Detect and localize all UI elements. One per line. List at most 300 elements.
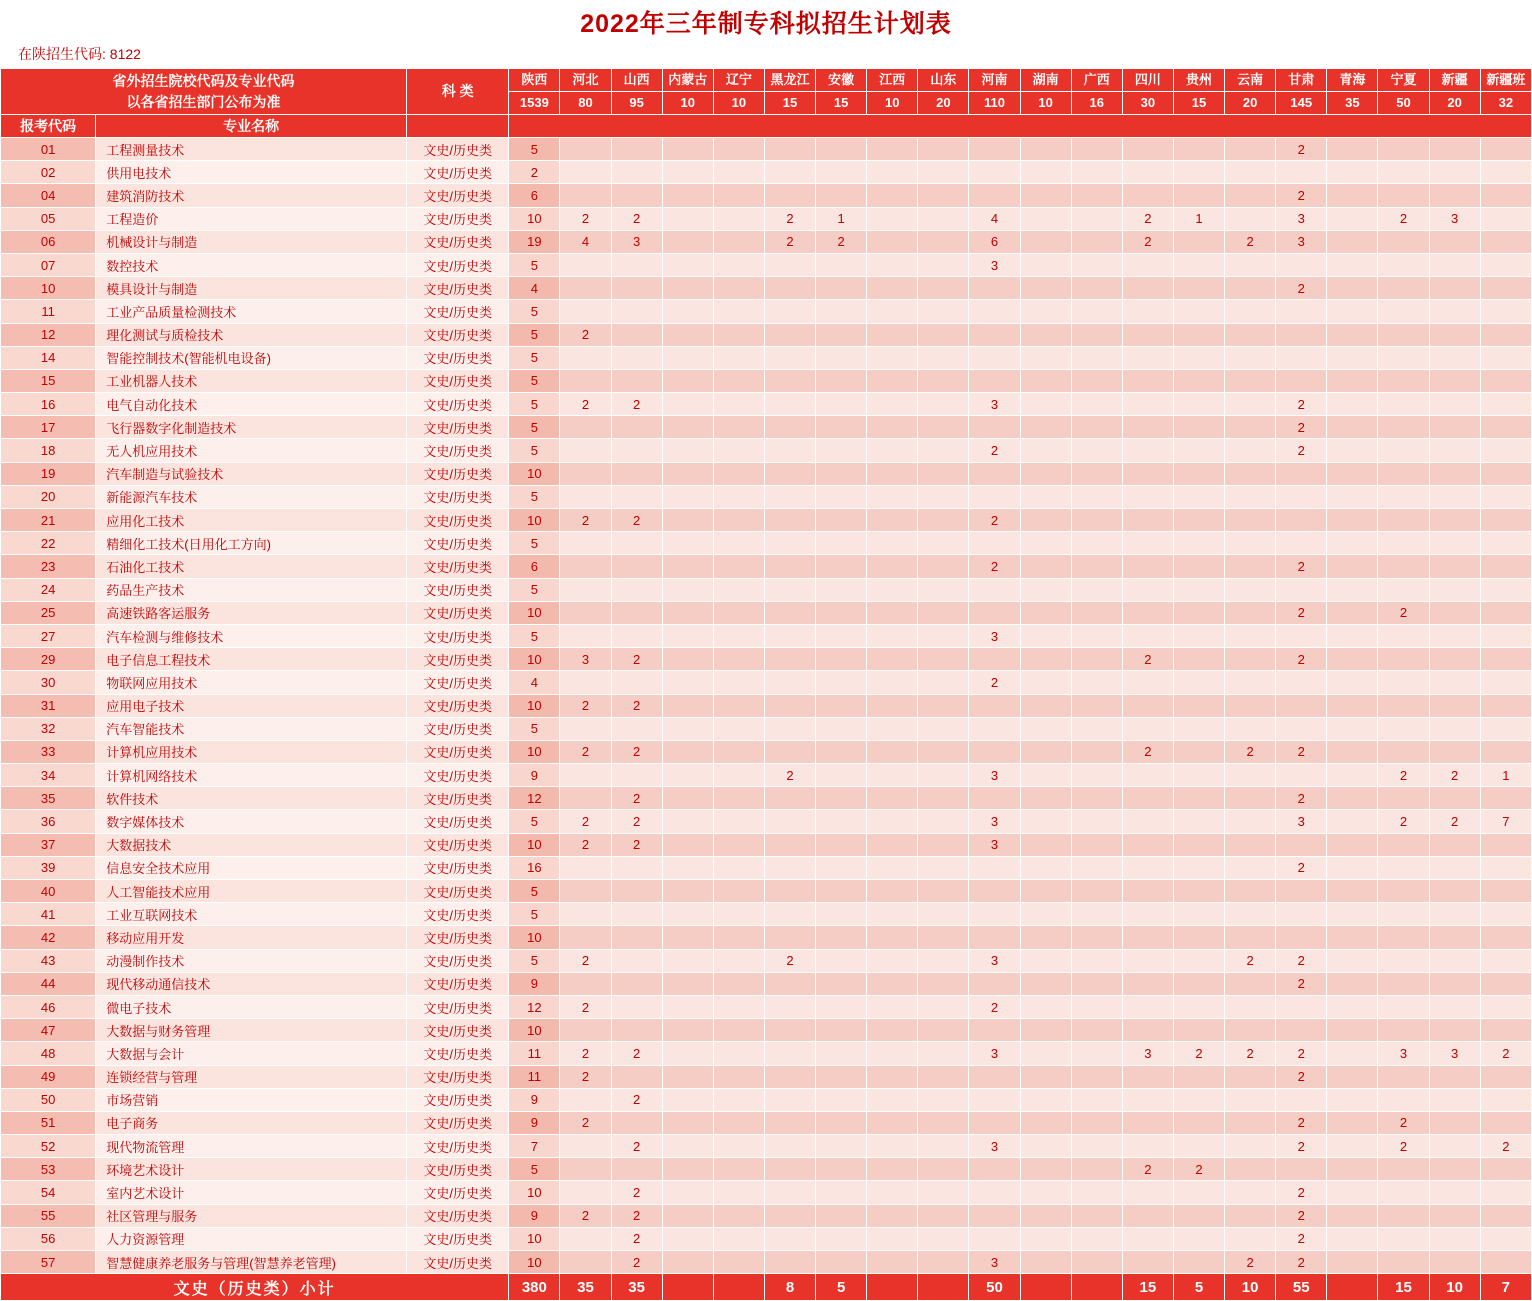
row-plan-value [560,601,611,624]
row-plan-value [560,972,611,995]
row-kelei: 文史/历史类 [407,1042,509,1065]
province-header: 江西 [867,69,918,92]
row-plan-value [1480,601,1531,624]
row-plan-value [1020,880,1071,903]
row-major-name: 大数据与会计 [96,1042,407,1065]
row-plan-value [867,485,918,508]
province-header: 内蒙古 [662,69,713,92]
row-plan-value [611,1158,662,1181]
row-plan-value [1327,1042,1378,1065]
row-plan-value [1122,1251,1173,1274]
row-plan-value [713,277,764,300]
row-plan-value [918,810,969,833]
row-kelei: 文史/历史类 [407,972,509,995]
row-plan-value [1071,856,1122,879]
row-plan-value [1429,903,1480,926]
row-plan-value: 2 [1378,1135,1429,1158]
row-plan-value [560,253,611,276]
row-major-name: 智慧健康养老服务与管理(智慧养老管理) [96,1251,407,1274]
row-plan-value [1225,369,1276,392]
row-plan-value [560,277,611,300]
row-plan-value [1225,787,1276,810]
row-plan-value [1173,764,1224,787]
row-major-name: 工业产品质量检测技术 [96,300,407,323]
row-plan-value: 9 [509,1204,560,1227]
row-plan-value [1276,323,1327,346]
row-plan-value [1480,648,1531,671]
footer-value: 15 [1378,1274,1429,1301]
row-plan-value [1276,300,1327,323]
row-kelei: 文史/历史类 [407,509,509,532]
row-plan-value [713,648,764,671]
row-plan-value [918,138,969,161]
row-plan-value [1378,903,1429,926]
row-plan-value [1225,393,1276,416]
row-plan-value [1429,648,1480,671]
row-code: 20 [1,485,96,508]
row-plan-value [1020,949,1071,972]
row-plan-value [1071,161,1122,184]
row-plan-value [611,949,662,972]
row-plan-value [662,810,713,833]
row-plan-value: 2 [611,1204,662,1227]
row-plan-value [1327,161,1378,184]
row-plan-value [918,485,969,508]
row-code: 06 [1,230,96,253]
row-plan-value [1020,1158,1071,1181]
row-plan-value [611,416,662,439]
row-plan-value [764,1181,815,1204]
row-plan-value: 3 [969,1251,1020,1274]
row-plan-value [764,1251,815,1274]
row-plan-value: 10 [509,601,560,624]
row-plan-value [611,671,662,694]
row-major-name: 精细化工技术(日用化工方向) [96,532,407,555]
row-plan-value [816,601,867,624]
footer-value [662,1274,713,1301]
row-plan-value [1173,717,1224,740]
row-kelei: 文史/历史类 [407,485,509,508]
row-code: 55 [1,1204,96,1227]
row-code: 02 [1,161,96,184]
row-kelei: 文史/历史类 [407,323,509,346]
row-plan-value: 2 [764,207,815,230]
row-plan-value [1173,601,1224,624]
row-plan-value [1378,856,1429,879]
row-plan-value [1327,1204,1378,1227]
row-plan-value [1429,462,1480,485]
row-plan-value [1225,601,1276,624]
row-plan-value [662,740,713,763]
row-plan-value [1071,717,1122,740]
row-plan-value [1378,1088,1429,1111]
row-code: 41 [1,903,96,926]
row-plan-value [867,1227,918,1250]
row-plan-value: 2 [1122,230,1173,253]
row-plan-value [713,532,764,555]
row-plan-value: 2 [560,740,611,763]
row-plan-value: 2 [1225,740,1276,763]
row-major-name: 软件技术 [96,787,407,810]
row-plan-value [1122,810,1173,833]
row-plan-value [560,416,611,439]
row-plan-value [816,485,867,508]
row-plan-value [1378,740,1429,763]
row-plan-value: 2 [1276,555,1327,578]
row-plan-value [1378,1181,1429,1204]
row-plan-value [662,1111,713,1134]
province-total: 10 [867,92,918,115]
row-plan-value [1122,346,1173,369]
row-plan-value [1071,810,1122,833]
row-plan-value [1378,694,1429,717]
row-plan-value [918,230,969,253]
row-plan-value [816,926,867,949]
row-plan-value [713,1158,764,1181]
row-major-name: 工程造价 [96,207,407,230]
row-code: 04 [1,184,96,207]
row-plan-value [969,903,1020,926]
row-plan-value [867,856,918,879]
row-kelei: 文史/历史类 [407,1204,509,1227]
row-plan-value [1276,1019,1327,1042]
row-plan-value: 5 [509,393,560,416]
row-plan-value: 9 [509,1111,560,1134]
table-row [1,926,1532,949]
row-plan-value: 2 [1122,207,1173,230]
row-plan-value [611,138,662,161]
row-plan-value [867,138,918,161]
province-header: 甘肃 [1276,69,1327,92]
row-plan-value [1378,300,1429,323]
row-plan-value [1429,253,1480,276]
row-major-name: 电子信息工程技术 [96,648,407,671]
row-plan-value [764,926,815,949]
row-plan-value: 2 [1276,740,1327,763]
footer-value [1327,1274,1378,1301]
row-major-name: 汽车智能技术 [96,717,407,740]
row-plan-value [1327,926,1378,949]
footer-value [918,1274,969,1301]
row-plan-value [1225,138,1276,161]
row-plan-value [764,1135,815,1158]
row-plan-value [918,300,969,323]
row-plan-value: 2 [969,439,1020,462]
row-plan-value [1020,230,1071,253]
row-plan-value [713,416,764,439]
province-header: 四川 [1122,69,1173,92]
row-plan-value [1071,230,1122,253]
row-plan-value [1122,833,1173,856]
row-plan-value [1378,949,1429,972]
row-plan-value [1378,509,1429,532]
province-total: 10 [662,92,713,115]
row-plan-value [1327,346,1378,369]
row-major-name: 飞行器数字化制造技术 [96,416,407,439]
row-plan-value [560,1019,611,1042]
row-plan-value [1020,856,1071,879]
row-plan-value [1020,1111,1071,1134]
row-plan-value [611,1019,662,1042]
row-plan-value [713,740,764,763]
table-row [1,439,1532,462]
admission-code: 在陕招生代码: 8122 [18,46,141,62]
province-header: 河北 [560,69,611,92]
row-plan-value [867,648,918,671]
row-plan-value [713,995,764,1018]
row-plan-value [713,509,764,532]
footer-value: 5 [1173,1274,1224,1301]
row-plan-value: 2 [509,161,560,184]
row-plan-value [1173,485,1224,508]
row-plan-value [1173,369,1224,392]
row-major-name: 环境艺术设计 [96,1158,407,1181]
row-plan-value [867,161,918,184]
row-plan-value [969,323,1020,346]
row-plan-value [1020,601,1071,624]
row-plan-value [713,764,764,787]
row-plan-value [713,346,764,369]
row-plan-value [1071,509,1122,532]
row-plan-value [1276,1158,1327,1181]
row-code: 43 [1,949,96,972]
row-plan-value [662,1065,713,1088]
row-code: 48 [1,1042,96,1065]
row-plan-value [1480,230,1531,253]
header-col-code: 报考代码 [1,115,96,138]
row-plan-value [1020,1227,1071,1250]
row-plan-value [764,1065,815,1088]
row-plan-value: 2 [1276,972,1327,995]
row-plan-value [713,624,764,647]
row-plan-value [969,485,1020,508]
row-plan-value: 5 [509,810,560,833]
row-kelei: 文史/历史类 [407,578,509,601]
row-code: 51 [1,1111,96,1134]
row-major-name: 工业互联网技术 [96,903,407,926]
row-plan-value [1122,1111,1173,1134]
row-plan-value [1071,903,1122,926]
row-plan-value [1173,1181,1224,1204]
row-plan-value [1225,903,1276,926]
row-plan-value: 2 [1276,416,1327,439]
row-plan-value: 2 [560,393,611,416]
row-plan-value [1071,439,1122,462]
row-plan-value: 5 [509,903,560,926]
row-plan-value [918,856,969,879]
row-plan-value [1378,1204,1429,1227]
row-plan-value [560,1181,611,1204]
row-kelei: 文史/历史类 [407,717,509,740]
row-plan-value [1173,462,1224,485]
row-plan-value [713,1042,764,1065]
header-kelei: 科 类 [407,69,509,115]
row-plan-value [713,1227,764,1250]
row-plan-value [662,253,713,276]
row-plan-value: 2 [1378,601,1429,624]
row-plan-value [918,624,969,647]
row-major-name: 工程测量技术 [96,138,407,161]
row-plan-value [1173,555,1224,578]
row-plan-value [1429,532,1480,555]
row-plan-value [1327,230,1378,253]
row-plan-value [918,949,969,972]
row-code: 44 [1,972,96,995]
row-plan-value [1327,648,1378,671]
row-plan-value [1071,462,1122,485]
row-plan-value [1225,532,1276,555]
row-plan-value [713,856,764,879]
row-plan-value [1020,972,1071,995]
row-plan-value [560,485,611,508]
footer-value [867,1274,918,1301]
row-plan-value: 2 [611,740,662,763]
province-total: 20 [1225,92,1276,115]
row-plan-value [969,138,1020,161]
row-plan-value [1173,346,1224,369]
row-plan-value: 11 [509,1065,560,1088]
province-total: 50 [1378,92,1429,115]
row-plan-value [1480,184,1531,207]
row-kelei: 文史/历史类 [407,532,509,555]
table-row [1,462,1532,485]
row-plan-value [969,1019,1020,1042]
row-plan-value [713,230,764,253]
row-code: 33 [1,740,96,763]
row-plan-value [1378,648,1429,671]
row-plan-value [560,138,611,161]
row-plan-value [764,346,815,369]
row-plan-value [1122,323,1173,346]
row-plan-value: 2 [611,810,662,833]
table-row [1,1251,1532,1274]
row-plan-value [1327,277,1378,300]
row-plan-value [1173,694,1224,717]
row-plan-value [662,856,713,879]
row-plan-value [764,880,815,903]
row-plan-value [1020,903,1071,926]
footer-value [1071,1274,1122,1301]
row-plan-value [611,300,662,323]
row-plan-value [1480,346,1531,369]
row-plan-value [918,740,969,763]
row-plan-value [1122,972,1173,995]
row-plan-value [1020,1204,1071,1227]
row-plan-value [1378,671,1429,694]
row-plan-value [1225,300,1276,323]
table-row [1,1135,1532,1158]
row-plan-value [1480,972,1531,995]
table-row [1,903,1532,926]
row-plan-value [662,1158,713,1181]
row-plan-value [816,578,867,601]
row-code: 18 [1,439,96,462]
row-plan-value [713,1204,764,1227]
row-plan-value [560,764,611,787]
row-kelei: 文史/历史类 [407,161,509,184]
row-plan-value [867,1019,918,1042]
row-plan-value: 2 [1276,1065,1327,1088]
row-major-name: 物联网应用技术 [96,671,407,694]
row-plan-value [560,1251,611,1274]
row-plan-value [662,1135,713,1158]
row-plan-value [816,1251,867,1274]
row-plan-value [662,1019,713,1042]
row-plan-value [1225,253,1276,276]
row-plan-value [1480,787,1531,810]
row-plan-value [1327,184,1378,207]
row-plan-value [918,1088,969,1111]
footer-value: 50 [969,1274,1020,1301]
row-plan-value [1225,1158,1276,1181]
row-plan-value [764,253,815,276]
row-plan-value [1225,161,1276,184]
row-plan-value [1480,207,1531,230]
row-plan-value [918,393,969,416]
row-plan-value: 2 [1122,648,1173,671]
row-plan-value [662,717,713,740]
row-plan-value: 5 [509,416,560,439]
row-kelei: 文史/历史类 [407,810,509,833]
row-plan-value [764,578,815,601]
row-plan-value: 5 [509,369,560,392]
row-plan-value [816,671,867,694]
row-plan-value [1327,138,1378,161]
table-row [1,393,1532,416]
row-plan-value [1020,439,1071,462]
table-row [1,764,1532,787]
row-plan-value [764,787,815,810]
table-row [1,1181,1532,1204]
row-plan-value [1429,323,1480,346]
row-plan-value [713,462,764,485]
province-header: 广西 [1071,69,1122,92]
table-row [1,1042,1532,1065]
row-plan-value [662,1227,713,1250]
row-plan-value [1122,1088,1173,1111]
row-plan-value [918,532,969,555]
row-code: 27 [1,624,96,647]
row-plan-value [1327,1111,1378,1134]
row-plan-value [1020,624,1071,647]
row-plan-value: 3 [1276,810,1327,833]
row-plan-value [611,439,662,462]
row-plan-value [1122,694,1173,717]
row-plan-value [1071,323,1122,346]
row-plan-value [1327,416,1378,439]
row-plan-value [662,555,713,578]
row-plan-value [1122,717,1173,740]
row-plan-value [764,300,815,323]
row-plan-value [1225,439,1276,462]
row-plan-value [1429,578,1480,601]
row-plan-value [1122,1181,1173,1204]
row-plan-value: 10 [509,509,560,532]
row-plan-value [1378,787,1429,810]
row-kelei: 文史/历史类 [407,1065,509,1088]
row-plan-value: 2 [611,1088,662,1111]
row-plan-value [867,578,918,601]
row-plan-value [1071,184,1122,207]
row-plan-value [816,949,867,972]
province-header: 云南 [1225,69,1276,92]
row-plan-value [611,578,662,601]
row-plan-value: 2 [611,1181,662,1204]
row-plan-value [1122,1065,1173,1088]
row-plan-value [1122,856,1173,879]
row-plan-value [1276,624,1327,647]
row-plan-value [1429,184,1480,207]
